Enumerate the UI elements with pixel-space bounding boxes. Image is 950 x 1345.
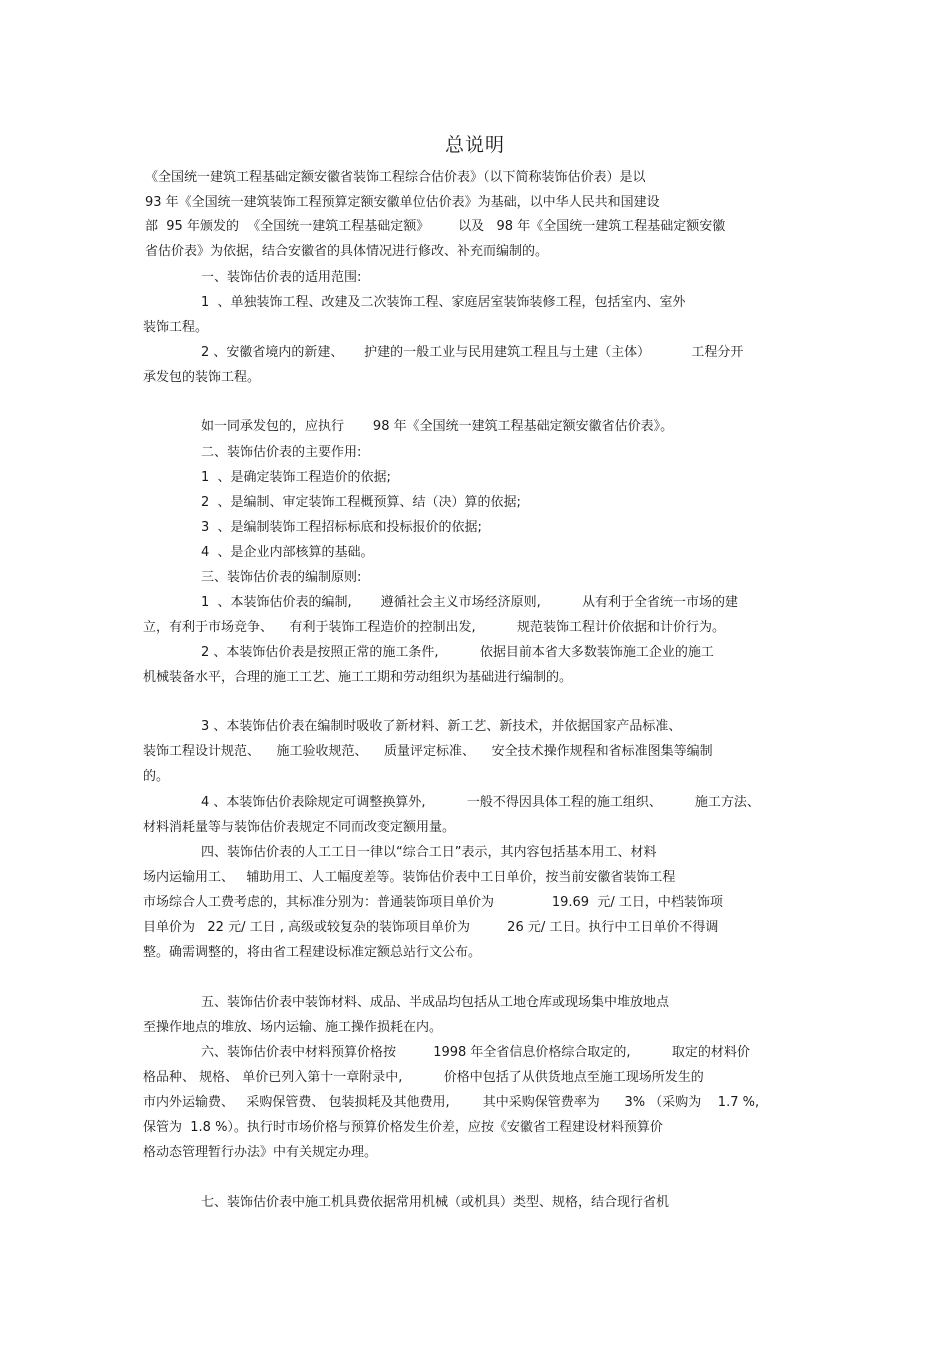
- paragraph-line: 整。确需调整的，将由省工程建设标准定额总站行文公布。: [143, 945, 482, 960]
- page-title: 总说明: [444, 134, 505, 156]
- paragraph-line: 4 、本装饰估价表除规定可调整换算外, 一般不得因具体工程的施工组织、 施工方法、: [201, 795, 760, 810]
- section-heading: 二、装饰估价表的主要作用:: [201, 445, 362, 460]
- paragraph-line: 五、装饰估价表中装饰材料、成品、半成品均包括从工地仓库或现场集中堆放地点: [201, 995, 670, 1010]
- paragraph-line: 立，有利于市场竞争、 有利于装饰工程造价的控制出发, 规范装饰工程计价依据和计价行为。: [143, 620, 725, 635]
- paragraph-line: 3 、本装饰估价表在编制时吸收了新材料、新工艺、新技术，并依据国家产品标准、: [201, 719, 682, 734]
- paragraph-line: 机械装备水平，合理的施工工艺、施工工期和劳动组织为基础进行编制的。: [143, 670, 573, 685]
- paragraph-line: 七、装饰估价表中施工机具费依据常用机械（或机具）类型、规格，结合现行省机: [201, 1195, 670, 1210]
- section-heading: 一、装饰估价表的适用范围:: [201, 270, 362, 285]
- paragraph-line: 目单价为 22 元/ 工日 , 高级或较复杂的装饰项目单价为 26 元/ 工日。执行中工日单价不得调: [143, 920, 719, 935]
- paragraph-line: 的。: [143, 769, 170, 784]
- paragraph-line: 四、装饰估价表的人工工日一律以“综合工日”表示，其内容包括基本用工、材料: [201, 845, 657, 860]
- paragraph-line: 市内外运输费、 采购保管费、 包装损耗及其他费用, 其中采购保管费率为 3% （采购为 1.7 %,: [143, 1095, 760, 1110]
- paragraph-line: 部 95 年颁发的 《全国统一建筑工程基础定额》 以及 98 年《全国统一建筑工程基础定额安徽: [145, 219, 726, 234]
- paragraph-line: 市场综合人工费考虑的，其标准分别为：普通装饰项目单价为 19.69 元/ 工日，中档装饰项: [143, 895, 723, 910]
- section-heading: 三、装饰估价表的编制原则:: [201, 570, 362, 585]
- paragraph-line: 保管为 1.8 %）。执行时市场价格与预算价格发生价差，应按《安徽省工程建设材料预算价: [143, 1120, 663, 1135]
- paragraph-line: 1 、单独装饰工程、改建及二次装饰工程、家庭居室装饰装修工程，包括室内、室外: [201, 295, 686, 310]
- paragraph-line: 装饰工程设计规范、 施工验收规范、 质量评定标准、 安全技术操作规程和省标准图集等编制: [143, 744, 713, 759]
- paragraph-line: 93 年《全国统一建筑装饰工程预算定额安徽单位估价表》为基础，以中华人民共和国建设: [145, 195, 660, 210]
- paragraph-line: 格动态管理暂行办法》中有关规定办理。: [143, 1145, 378, 1160]
- paragraph-line: 如一同承发包的，应执行 98 年《全国统一建筑工程基础定额安徽省估价表》。: [201, 419, 674, 434]
- list-item: 1 、是确定装饰工程造价的依据;: [201, 470, 391, 485]
- list-item: 3 、是编制装饰工程招标标底和投标报价的依据;: [201, 520, 482, 535]
- paragraph-line: 六、装饰估价表中材料预算价格按 1998 年全省信息价格综合取定的, 取定的材料价: [201, 1045, 750, 1060]
- paragraph-line: 装饰工程。: [143, 320, 209, 335]
- paragraph-line: 2 、安徽省境内的新建、 护建的一般工业与民用建筑工程且与土建（主体） 工程分开: [201, 345, 744, 360]
- paragraph-line: 材料消耗量等与装饰估价表规定不同而改变定额用量。: [143, 820, 456, 835]
- paragraph-line: 承发包的装饰工程。: [143, 370, 261, 385]
- paragraph-line: 省估价表》为依据，结合安徽省的具体情况进行修改、补充而编制的。: [145, 244, 549, 259]
- paragraph-line: 场内运输用工、 辅助用工、人工幅度差等。装饰估价表中工日单价，按当前安徽省装饰工程: [143, 870, 676, 885]
- paragraph-line: 1 、本装饰估价表的编制, 遵循社会主义市场经济原则, 从有利于全省统一市场的建: [201, 595, 739, 610]
- paragraph-line: 2 、本装饰估价表是按照正常的施工条件, 依据目前本省大多数装饰施工企业的施工: [201, 645, 714, 660]
- list-item: 4 、是企业内部核算的基础。: [201, 545, 374, 560]
- paragraph-line: 格品种、 规格、 单价已列入第十一章附录中, 价格中包括了从供货地点至施工现场所发生的: [143, 1070, 704, 1085]
- paragraph-line: 《全国统一建筑工程基础定额安徽省装饰工程综合估价表》（以下简称装饰估价表）是以: [145, 170, 646, 185]
- paragraph-line: 至操作地点的堆放、场内运输、施工操作损耗在内。: [143, 1020, 443, 1035]
- list-item: 2 、是编制、审定装饰工程概预算、结（决）算的依据;: [201, 495, 521, 510]
